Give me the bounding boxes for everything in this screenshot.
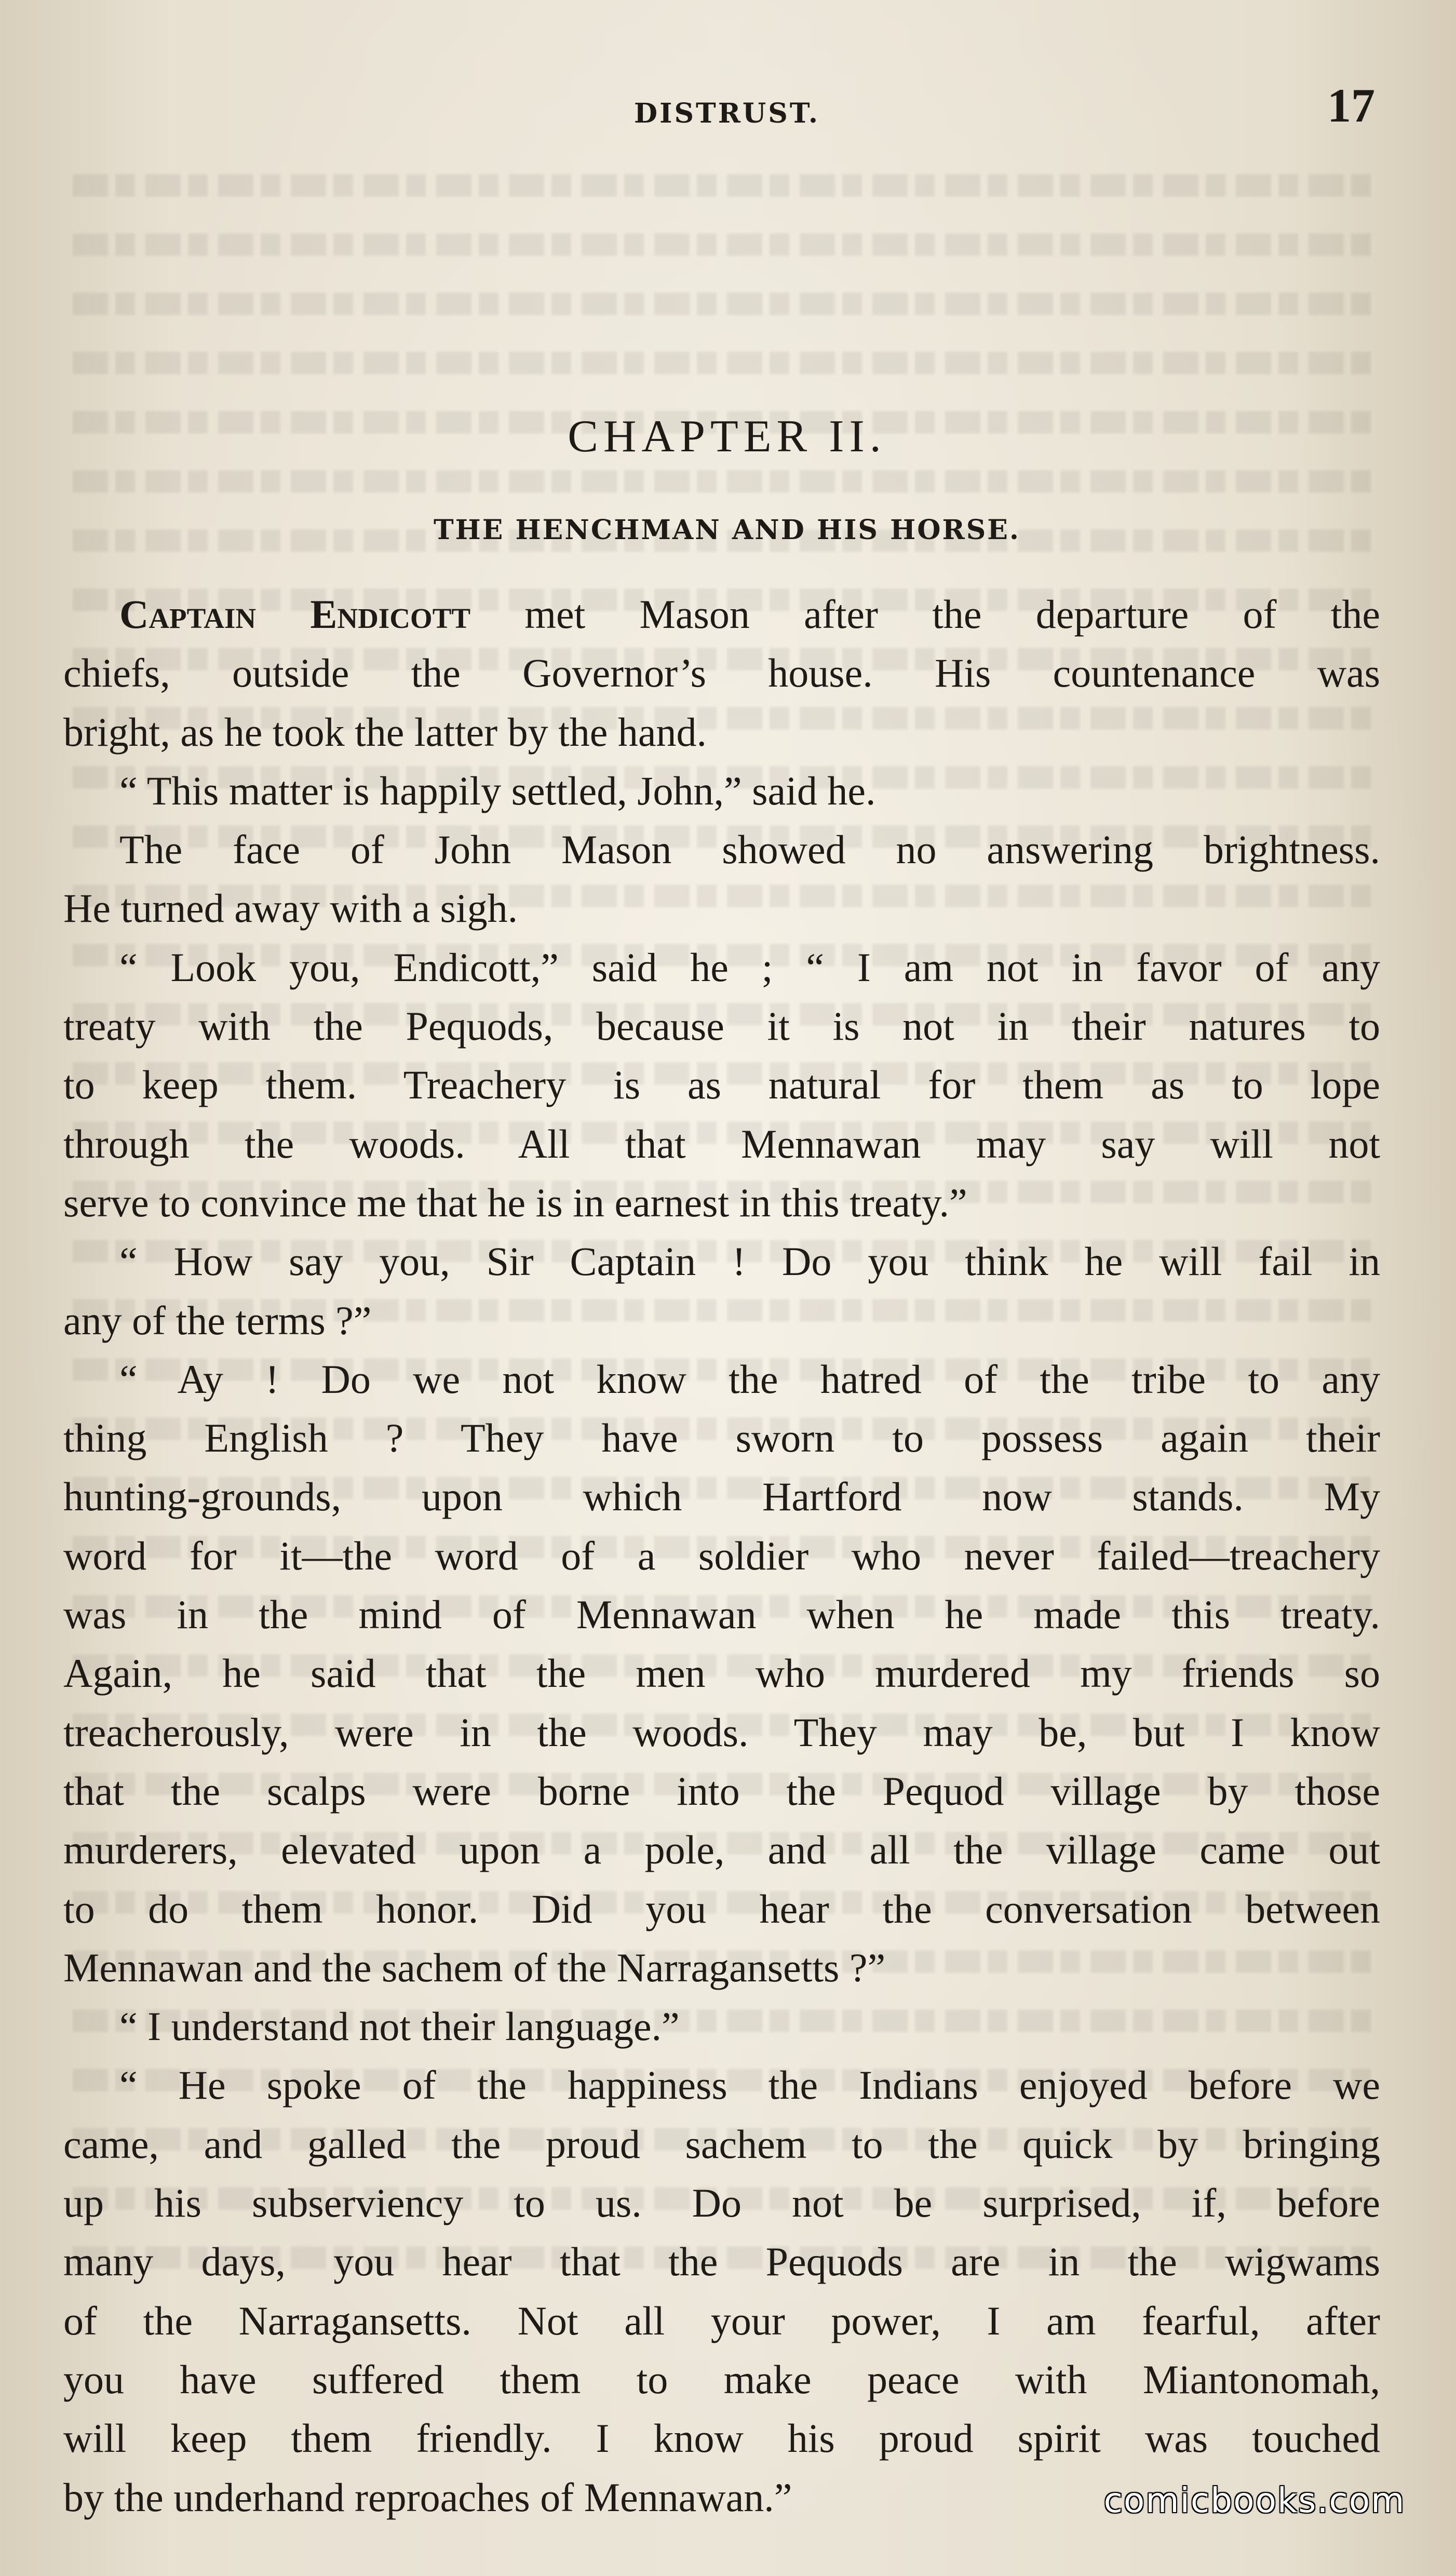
text-line: any of the terms ?” [63,1297,372,1343]
text-line: chiefs, outside the Governor’s house. His countenance was [63,650,1380,696]
text-line: up his subserviency to us. Do not be surprised, if, before [63,2180,1380,2226]
text-line: “ Look you, Endicott,” said he ; “ I am not in favor of any [119,944,1380,990]
text-line: “ This matter is happily settled, John,” said he. [119,768,876,813]
speaker-name: Captain Endicott [119,592,471,637]
text-line: “ I understand not their language.” [119,2004,680,2049]
body-text [63,585,1380,2527]
text-line: that the scalps were borne into the Pequod village by those [63,1768,1380,1814]
watermark-logo [1078,2480,1431,2532]
text-line: “ He spoke of the happiness the Indians enjoyed before we [119,2062,1380,2108]
watermark-text: comicbooks.com [1103,2480,1406,2520]
chapter-subtitle: THE HENCHMAN AND HIS HORSE. [433,514,1021,546]
text-line: was in the mind of Mennawan when he made this treaty. [63,1592,1380,1638]
text-line: serve to convince me that he is in earnest in this treaty.” [63,1179,967,1225]
text-line: Mennawan and the sachem of the Narragansetts ?” [63,1944,886,1990]
text-line: Again, he said that the men who murdered my friends so [63,1651,1380,1696]
text-line: you have suffered them to make peace with Miantonomah, [63,2356,1380,2402]
text-line: treaty with the Pequods, because it is not in their natures to [63,1003,1380,1049]
chapter-title: CHAPTER II. [568,411,886,462]
text-line: thing English ? They have sworn to possess again their [63,1415,1380,1461]
text-line: by the underhand reproaches of Mennawan.” [63,2474,792,2520]
text-line: The face of John Mason showed no answering brightness. [119,827,1380,873]
text-line: bright, as he took the latter by the hand. [63,709,707,755]
text-line: of the Narragansetts. Not all your power, I am fearful, after [63,2298,1380,2343]
page-header [73,78,1381,140]
text-line: murderers, elevated upon a pole, and all the village came out [63,1827,1380,1873]
text-line: to keep them. Treachery is as natural for them as to lope [63,1062,1380,1108]
text-fragment: met Mason after the departure of the [470,592,1380,637]
text-line: through the woods. All that Mennawan may say will not [63,1121,1380,1166]
text-line: many days, you hear that the Pequods are in the wigwams [63,2239,1380,2285]
text-line: came, and galled the proud sachem to the quick by bringing [63,2121,1380,2167]
text-line: to do them honor. Did you hear the conversation between [63,1886,1380,1931]
text-line: He turned away with a sigh. [63,886,518,931]
text-line: treacherously, were in the woods. They may be, but I know [63,1709,1380,1755]
page-number: 17 [1327,79,1375,132]
text-line: “ How say you, Sir Captain ! Do you think he will fail in [119,1239,1380,1284]
text-line [63,585,1380,643]
running-head: DISTRUST. [634,98,820,129]
text-line: “ Ay ! Do we not know the hatred of the tribe to any [119,1356,1380,1402]
text-line: will keep them friendly. I know his proud spirit was touched [63,2416,1380,2461]
text-line: hunting-grounds, upon which Hartford now stands. My [63,1474,1380,1520]
text-line: word for it—the word of a soldier who never failed—treachery [63,1533,1380,1578]
